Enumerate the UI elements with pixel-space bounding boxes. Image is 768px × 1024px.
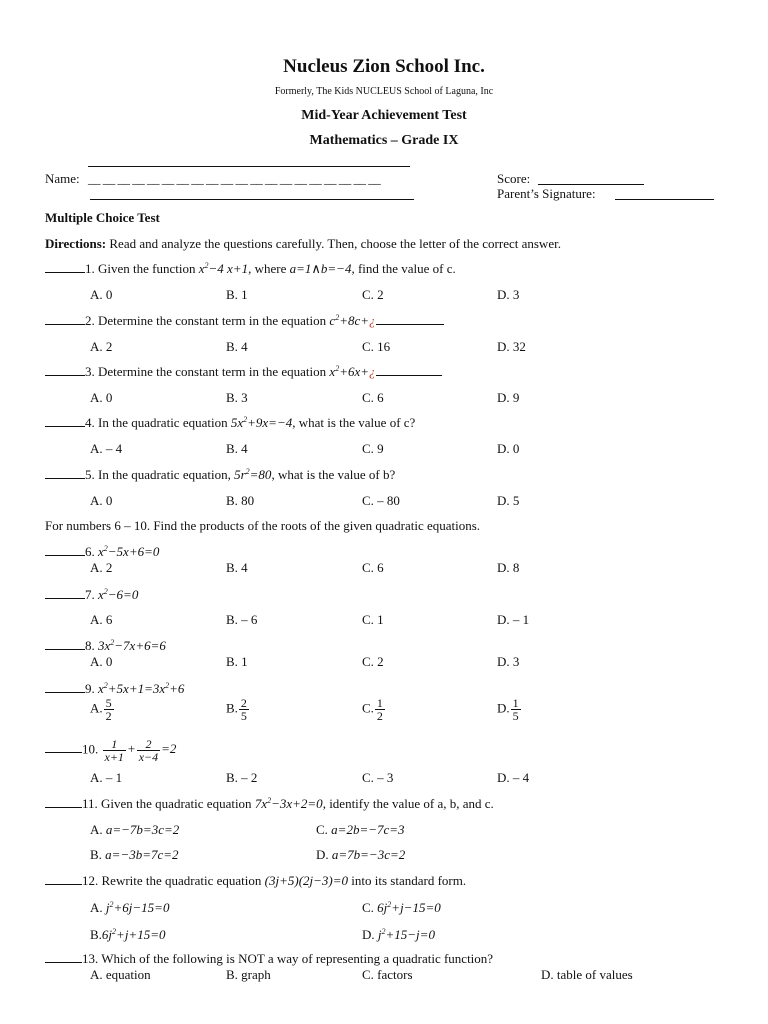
choice-5d[interactable]: D. 5 xyxy=(497,493,520,508)
choice-13b[interactable]: B. graph xyxy=(226,967,271,982)
subject-title: Mathematics – Grade IX xyxy=(309,133,459,148)
choice-7a[interactable]: A. 6 xyxy=(90,612,113,627)
choice-10c[interactable]: C. – 3 xyxy=(362,770,394,785)
math-expression: $x^2+6x+¿$ xyxy=(329,364,376,379)
directions xyxy=(45,236,561,252)
choice-10b[interactable]: B. – 2 xyxy=(226,770,258,785)
choice-2c[interactable]: C. 16 xyxy=(362,339,391,354)
question-1: 1. Given the function $x^2-4$ x+1, where a=1∧b=−4, find the value of c. xyxy=(45,261,456,277)
choice-12d[interactable]: D. $j^2+15-j=0$ xyxy=(362,927,435,942)
question-12: 12. Rewrite the quadratic equation (3j+5)(2j−3)=0 into its standard form. xyxy=(45,873,466,889)
choice-5c[interactable]: C. – 80 xyxy=(362,493,400,508)
choice-9a[interactable]: A. $\frac{5}{2}$ xyxy=(90,696,112,723)
choice-6b[interactable]: B. 4 xyxy=(226,560,248,575)
score-field[interactable] xyxy=(538,184,644,185)
instruction-6-10: For numbers 6 – 10. Find the products of the roots of the given quadratic equations. xyxy=(45,518,481,533)
choice-1d[interactable]: D. 3 xyxy=(497,287,520,302)
question-10: 10. $\frac{1}{x+1}$ + $\frac{2}{x-4}$ =2 xyxy=(45,738,176,763)
choice-10a[interactable]: A. – 1 xyxy=(90,770,123,785)
question-13: 13. Which of the following is NOT a way of representing a quadratic function? xyxy=(45,951,493,967)
answer-blank-12[interactable] xyxy=(45,884,82,885)
choice-13d[interactable]: D. table of values xyxy=(541,967,633,982)
math-expression: (3j+5)(2j−3)=0 xyxy=(264,873,349,888)
choice-3d[interactable]: D. 9 xyxy=(497,390,520,405)
directions-text: Read and analyze the questions carefully. Then, choose the letter of the correct answer. xyxy=(109,236,561,251)
choice-1a[interactable]: A. 0 xyxy=(90,287,113,302)
math-expression: $\frac{1}{x+1}$ + $\frac{2}{x-4}$ =2 xyxy=(104,737,177,764)
math-expression: $c^2+8c+¿$ xyxy=(329,313,376,328)
choice-13a[interactable]: A. equation xyxy=(90,967,151,982)
answer-blank-2[interactable] xyxy=(45,324,85,325)
answer-blank-6[interactable] xyxy=(45,555,85,556)
choice-8d[interactable]: D. 3 xyxy=(497,654,520,669)
choice-1c[interactable]: C. 2 xyxy=(362,287,384,302)
choice-3a[interactable]: A. 0 xyxy=(90,390,113,405)
choice-12c[interactable]: C. $6j^2+j-15=0$ xyxy=(362,900,441,915)
choice-2d[interactable]: D. 32 xyxy=(497,339,526,354)
formerly-line: Formerly, The Kids NUCLEUS School of Laguna, Inc xyxy=(274,86,494,97)
choice-10d[interactable]: D. – 4 xyxy=(497,770,530,785)
question-4: 4. In the quadratic equation $5x^2+9x=-4$, what is the value of c? xyxy=(45,415,415,431)
answer-blank-10[interactable] xyxy=(45,752,82,753)
choice-7b[interactable]: B. – 6 xyxy=(226,612,258,627)
answer-blank-5[interactable] xyxy=(45,478,85,479)
choice-11b[interactable]: B. a=−3b=7c=2 xyxy=(90,847,179,862)
choice-3c[interactable]: C. 6 xyxy=(362,390,384,405)
choice-4b[interactable]: B. 4 xyxy=(226,441,248,456)
answer-blank-3[interactable] xyxy=(45,375,85,376)
name-line-top xyxy=(88,166,410,167)
choice-12b[interactable]: $B.6j^2+j+15=0$ xyxy=(90,927,166,942)
question-9: 9. $x^2+5x+1=3x^2+6$ xyxy=(45,681,184,697)
choice-4d[interactable]: D. 0 xyxy=(497,441,520,456)
choice-2b[interactable]: B. 4 xyxy=(226,339,248,354)
math-expression: $5x^2+9x=-4$ xyxy=(230,415,293,430)
choice-13c[interactable]: C. factors xyxy=(362,967,413,982)
choice-8a[interactable]: A. 0 xyxy=(90,654,113,669)
name-label: Name: xyxy=(45,171,80,186)
choice-1b[interactable]: B. 1 xyxy=(226,287,248,302)
answer-blank-1[interactable] xyxy=(45,272,85,273)
choice-6a[interactable]: A. 2 xyxy=(90,560,113,575)
choice-9d[interactable]: D. $\frac{1}{5}$ xyxy=(497,696,519,723)
choice-12a[interactable]: A. $j^2+6j-15=0$ xyxy=(90,900,170,915)
section-title: Multiple Choice Test xyxy=(45,210,160,225)
question-6: 6. $x^2-5x+6=0$ xyxy=(45,544,159,560)
question-3: 3. Determine the constant term in the equation $x^2+6x+¿$ xyxy=(45,364,442,380)
choice-7d[interactable]: D. – 1 xyxy=(497,612,530,627)
math-expression: $5r^2=80$ xyxy=(234,467,272,482)
parent-signature-label: Parent’s Signature: xyxy=(497,186,596,201)
math-expression: $3x^2-7x+6=6$ xyxy=(98,638,166,653)
answer-blank-4[interactable] xyxy=(45,426,85,427)
math-expression: $x^2+5x+1=3x^2+6$ xyxy=(98,681,185,696)
choice-5b[interactable]: B. 80 xyxy=(226,493,255,508)
choice-9b[interactable]: B. $\frac{2}{5}$ xyxy=(226,696,247,723)
parent-signature-field[interactable] xyxy=(615,199,714,200)
choice-8c[interactable]: C. 2 xyxy=(362,654,384,669)
math-expression: $x^2-5x+6=0$ xyxy=(98,544,160,559)
answer-blank-9[interactable] xyxy=(45,692,85,693)
score-label: Score: xyxy=(497,171,531,186)
directions-label: Directions: xyxy=(45,236,107,251)
choice-5a[interactable]: A. 0 xyxy=(90,493,113,508)
choice-4c[interactable]: C. 9 xyxy=(362,441,384,456)
name-field[interactable]: __ __ __ __ __ __ __ __ __ __ __ __ __ __ __ __ __ __ __ __ xyxy=(88,171,381,186)
choice-11c[interactable]: C. a=2b=−7c=3 xyxy=(316,822,405,837)
choice-8b[interactable]: B. 1 xyxy=(226,654,248,669)
math-expression: $x^2-4$ x+1 xyxy=(198,261,249,276)
choice-9c[interactable]: C. $\frac{1}{2}$ xyxy=(362,696,383,723)
school-name: Nucleus Zion School Inc. xyxy=(283,56,485,77)
choice-2a[interactable]: A. 2 xyxy=(90,339,113,354)
answer-blank-8[interactable] xyxy=(45,649,85,650)
test-title: Mid-Year Achievement Test xyxy=(301,108,467,123)
math-expression: a=1∧b=−4 xyxy=(289,261,352,276)
question-2: 2. Determine the constant term in the equation $c^2+8c+¿$ xyxy=(45,313,444,329)
name-line-bottom xyxy=(90,199,414,200)
answer-blank-11[interactable] xyxy=(45,807,82,808)
math-expression: $7x^2-3x+2=0$ xyxy=(254,796,323,811)
choice-6c[interactable]: C. 6 xyxy=(362,560,384,575)
question-8: 8. $3x^2-7x+6=6$ xyxy=(45,638,166,654)
choice-6d[interactable]: D. 8 xyxy=(497,560,520,575)
question-5: 5. In the quadratic equation, $5r^2=80$, what is the value of b? xyxy=(45,467,395,483)
question-7: 7. $x^2-6=0$ xyxy=(45,587,138,603)
choice-11d[interactable]: D. a=7b=−3c=2 xyxy=(316,847,406,862)
choice-7c[interactable]: C. 1 xyxy=(362,612,384,627)
math-expression: $x^2-6=0$ xyxy=(98,587,139,602)
choice-4a[interactable]: A. – 4 xyxy=(90,441,123,456)
answer-blank-13[interactable] xyxy=(45,962,82,963)
answer-blank-7[interactable] xyxy=(45,598,85,599)
choice-3b[interactable]: B. 3 xyxy=(226,390,248,405)
choice-11a[interactable]: A. a=−7b=3c=2 xyxy=(90,822,180,837)
question-11: 11. Given the quadratic equation $7x^2-3x+2=0$, identify the value of a, b, and c. xyxy=(45,796,494,812)
